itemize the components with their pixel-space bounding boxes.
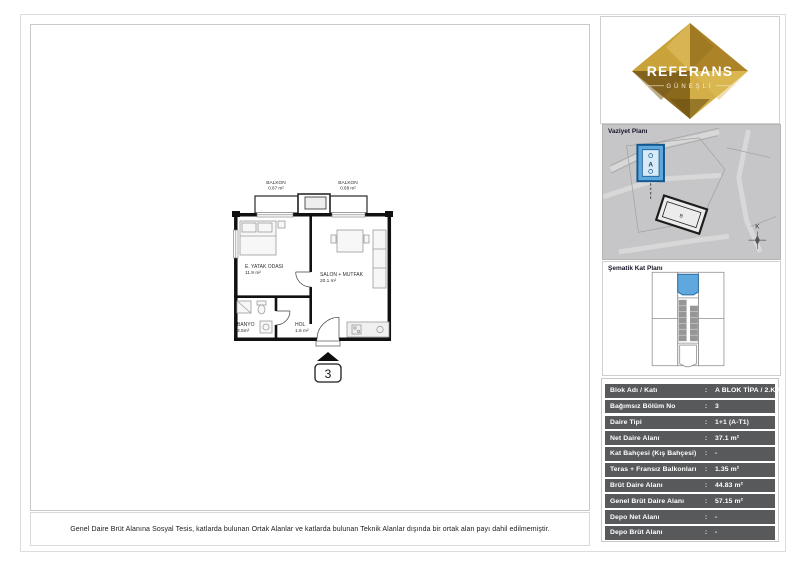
dining-table bbox=[331, 230, 369, 252]
row-separator: : bbox=[704, 418, 708, 426]
schematic-plan-box bbox=[602, 261, 781, 376]
balcony-labels bbox=[266, 180, 358, 191]
row-separator: : bbox=[704, 450, 708, 458]
row-value: - bbox=[715, 450, 718, 458]
unit-number: 3 bbox=[324, 367, 332, 381]
block-b-label: B bbox=[678, 214, 684, 220]
row-separator: : bbox=[704, 513, 708, 521]
row-value: 57.15 m² bbox=[715, 497, 744, 505]
table-row bbox=[605, 463, 775, 477]
site-plan-box bbox=[602, 124, 781, 260]
core-shafts bbox=[679, 300, 698, 341]
row-label: Brüt Daire Alanı bbox=[610, 481, 663, 489]
row-value: 44.83 m² bbox=[715, 481, 744, 489]
table-row bbox=[605, 526, 775, 540]
furniture bbox=[237, 221, 389, 337]
row-value: 1.35 m² bbox=[715, 466, 740, 474]
row-label: Bağımsız Bölüm No bbox=[610, 403, 676, 411]
site-plan-title: Vaziyet Planı bbox=[608, 128, 648, 135]
schematic-plan-title: Şematik Kat Planı bbox=[608, 265, 663, 272]
wall-corner-block bbox=[385, 211, 393, 217]
row-value: 3 bbox=[715, 403, 719, 411]
bed bbox=[240, 221, 285, 255]
balcony2-name: BALKON bbox=[338, 181, 358, 186]
row-label: Depo Net Alanı bbox=[610, 513, 660, 521]
row-separator: : bbox=[704, 529, 708, 537]
table-row bbox=[605, 431, 775, 445]
livingroom-name: SALON + MUTFAK bbox=[320, 272, 363, 278]
footer-note-bar bbox=[30, 512, 590, 546]
row-label: Daire Tipi bbox=[610, 418, 642, 426]
table-row bbox=[605, 384, 785, 398]
bathroom-area: 3.5m² bbox=[237, 329, 250, 334]
balcony1-area: 0.67 m² bbox=[268, 185, 284, 191]
sofa bbox=[373, 230, 386, 288]
balconies bbox=[255, 194, 367, 214]
row-value: 37.1 m² bbox=[715, 434, 740, 442]
row-value: - bbox=[715, 513, 718, 521]
lower-unit-outline bbox=[680, 345, 697, 367]
brand-name: REFERANS bbox=[646, 63, 734, 79]
row-label: Teras + Fransız Balkonları bbox=[610, 466, 697, 474]
row-separator: : bbox=[704, 387, 708, 395]
bedroom-name: E. YATAK ODASI bbox=[245, 264, 284, 270]
row-separator: : bbox=[704, 466, 708, 474]
site-plan-map bbox=[603, 125, 780, 259]
brand-logo bbox=[602, 19, 778, 121]
balcony2-area: 0.68 m² bbox=[340, 185, 356, 191]
table-row bbox=[605, 479, 775, 493]
kitchen-counter bbox=[347, 322, 389, 337]
row-separator: : bbox=[704, 481, 708, 489]
row-label: Blok Adı / Katı bbox=[610, 387, 658, 395]
row-value: A BLOK TİPA / 2.KAT bbox=[715, 387, 785, 395]
compass-label: K bbox=[755, 223, 760, 231]
row-label: Kat Bahçesi (Kış Bahçesi) bbox=[610, 450, 697, 458]
floor-plan bbox=[230, 175, 425, 385]
unit-info-table bbox=[601, 378, 785, 542]
schematic-plan bbox=[603, 262, 780, 375]
block-a bbox=[637, 145, 664, 181]
footer-note: Genel Daire Brüt Alanına Sosyal Tesis, katlarda bulunan Ortak Alanlar ve katlarda bulunan Teknik Alanlar dışında bir ortak alan payı dahil edilmemiştir. bbox=[70, 525, 550, 533]
entry-step bbox=[316, 341, 340, 346]
table-row bbox=[605, 416, 775, 430]
brand-subname: GÜNEŞLİ bbox=[666, 84, 714, 90]
bedroom-area: 11.9 m² bbox=[245, 271, 261, 276]
table-row bbox=[605, 447, 775, 461]
livingroom-area: 20.1 m² bbox=[320, 279, 337, 284]
row-label: Net Daire Alanı bbox=[610, 434, 660, 442]
row-label: Depo Brüt Alanı bbox=[610, 529, 663, 537]
row-value: - bbox=[715, 529, 718, 537]
hall-area: 1.6 m² bbox=[295, 329, 309, 334]
table-row bbox=[605, 494, 775, 508]
row-label: Genel Brüt Daire Alanı bbox=[610, 497, 685, 505]
brand-logo-box bbox=[600, 16, 780, 124]
hall-name: HOL bbox=[295, 322, 306, 328]
room-labels bbox=[237, 264, 364, 334]
table-row bbox=[605, 400, 775, 414]
block-a-label: A bbox=[648, 161, 653, 169]
row-separator: : bbox=[704, 434, 708, 442]
wall-corner-block bbox=[232, 211, 240, 217]
highlighted-unit bbox=[678, 274, 699, 295]
row-value: 1+1 (A-T1) bbox=[715, 418, 750, 426]
table-row bbox=[605, 510, 775, 524]
row-separator: : bbox=[704, 497, 708, 505]
balcony1-name: BALKON bbox=[266, 181, 286, 186]
bathroom-name: BANYO bbox=[237, 322, 255, 328]
row-separator: : bbox=[704, 403, 708, 411]
entrance-arrow-icon bbox=[317, 352, 339, 361]
